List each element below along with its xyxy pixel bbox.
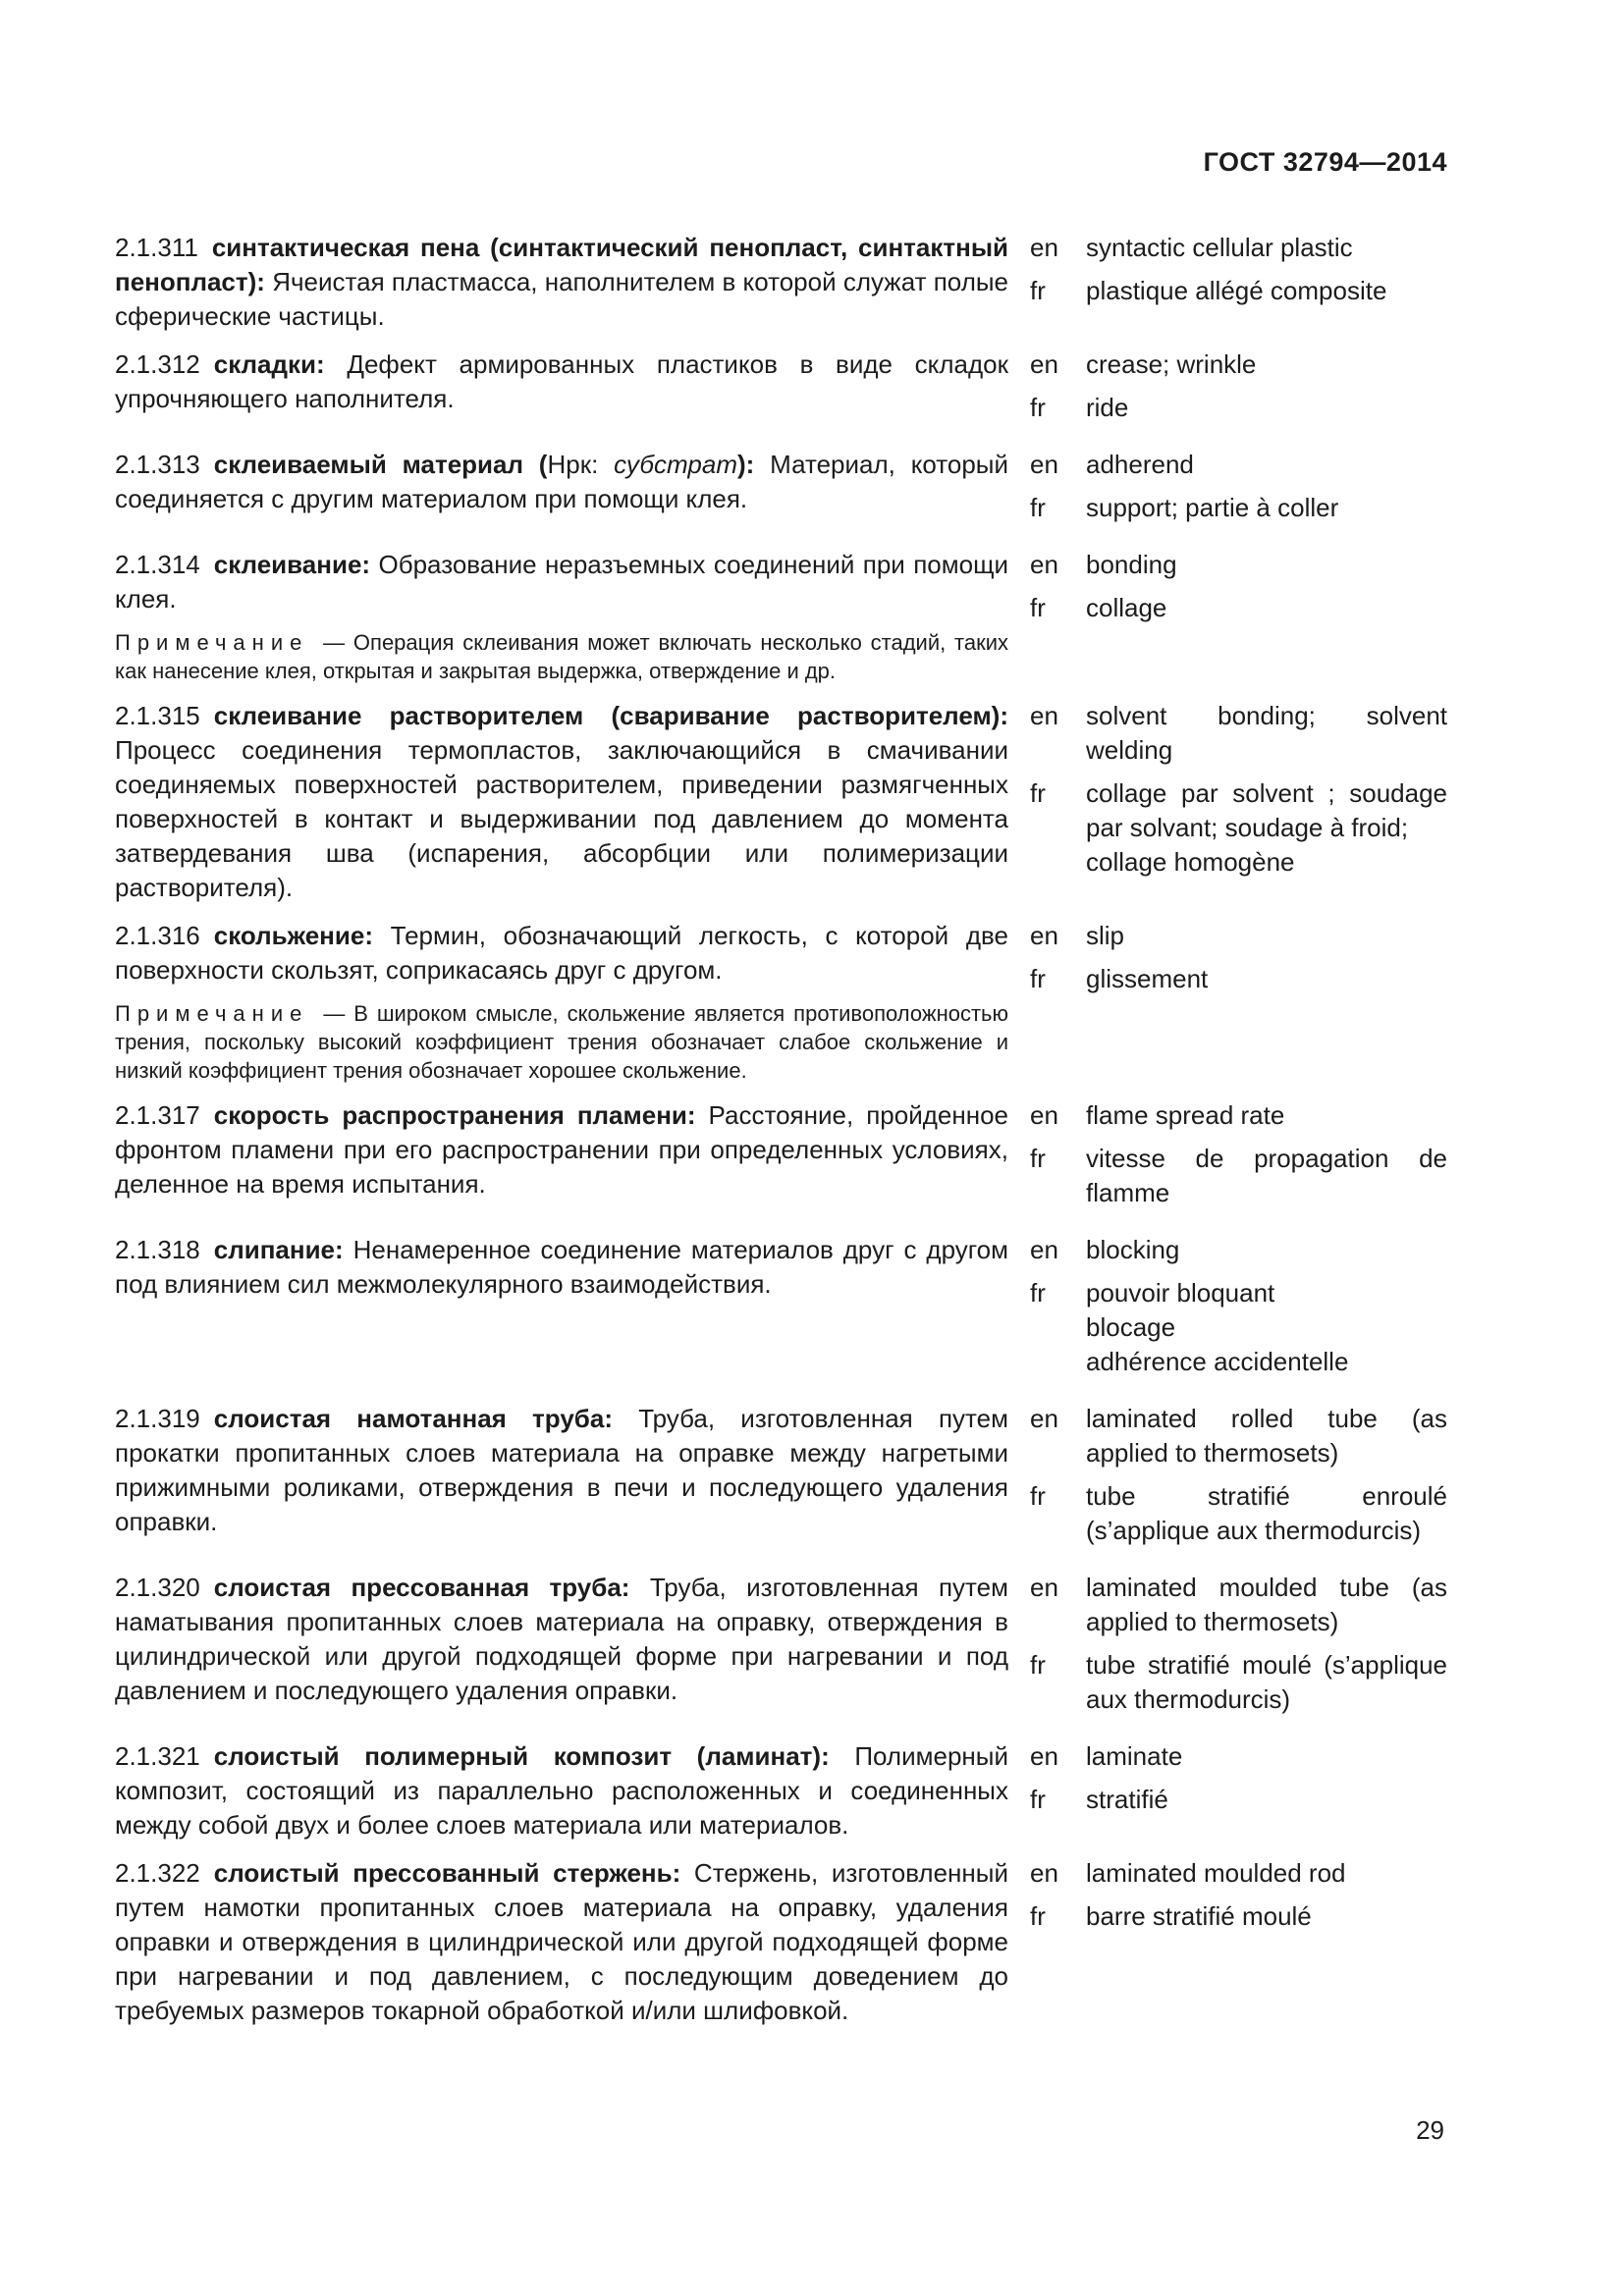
lang-label-fr: fr [1030, 778, 1046, 808]
term-entry [115, 347, 1447, 434]
entry-equivalents [1030, 1739, 1447, 1842]
term-entry [115, 919, 1447, 1085]
entry-equivalents [1030, 231, 1447, 334]
term-fr [1030, 491, 1447, 525]
term-en [1030, 1233, 1447, 1267]
entry-term-note: Нрк: [547, 450, 615, 479]
entry-equivalents [1030, 1233, 1447, 1388]
entry-equivalents [1030, 699, 1447, 905]
entry-definition: Ячеистая пластмасса, наполнителем в которой служат полые сферические частицы. [115, 267, 1009, 331]
entry-definition: Расстояние, пройденное фронтом пламени при его распространении при определенных условиях, деленное на время испытания. [115, 1100, 1008, 1199]
entry-definition-ru [115, 699, 1008, 905]
term-fr-line: blocage [1086, 1312, 1176, 1342]
entry-definition-ru [115, 347, 1008, 434]
lang-label-en: en [1030, 349, 1058, 379]
term-fr-value: glissement [1086, 964, 1209, 993]
term-fr [1030, 962, 1447, 996]
entry-term: слоистый прессованный стержень: [213, 1858, 681, 1888]
entry-term-deprecated: субстрат [614, 450, 737, 479]
entry-definition: Термин, обозначающий легкость, с которой две поверхности скользят, соприкасаясь друг с другом. [115, 921, 1008, 985]
term-entry [115, 1098, 1447, 1219]
term-en-value: laminated moulded tube (as applied to thermosets) [1086, 1573, 1447, 1636]
entry-definition-ru [115, 1233, 1008, 1388]
term-fr-value: ride [1086, 393, 1129, 422]
term-en [1030, 919, 1447, 953]
term-entry [115, 548, 1447, 685]
entry-definition-ru [115, 1098, 1008, 1219]
note-text: — Операция склеивания может включать несколько стадий, таких как нанесение клея, открытая и закрытая выдержка, отверждение и др. [115, 630, 1008, 683]
entry-definition: Стержень, изготовленный путем намотки пропитанных слоев материала на оправку, удаления оправки и отверждения в цилиндрической или другой подходящей форме при нагревании и под давлением, с последующим доведением до требуемых размеров токарной обработкой и/или шлифовкой. [115, 1858, 1008, 2025]
entry-equivalents [1030, 919, 1447, 1085]
term-fr-line: collage par solvent ; soudage par solvant; soudage à froid; [1086, 778, 1447, 842]
term-en-value: laminate [1086, 1741, 1183, 1771]
note-label: Примечание [115, 1001, 309, 1026]
term-fr [1030, 391, 1447, 425]
term-fr [1030, 591, 1447, 625]
term-en [1030, 1856, 1447, 1891]
lang-label-fr: fr [1030, 493, 1046, 522]
entry-definition-ru [115, 1402, 1008, 1557]
term-entry [115, 1571, 1447, 1726]
term-en [1030, 548, 1447, 582]
entry-term: складки: [213, 349, 325, 379]
term-fr [1030, 1142, 1447, 1210]
entry-number: 2.1.313 [115, 450, 200, 479]
lang-label-en: en [1030, 701, 1058, 730]
entry-note [115, 628, 1008, 685]
entry-definition: Образование неразъемных соединений при помощи клея. [115, 550, 1008, 614]
entry-equivalents [1030, 1402, 1447, 1557]
term-en [1030, 699, 1447, 768]
term-fr-line: collage homogène [1086, 847, 1295, 877]
entry-term: склеивание растворителем (сваривание растворителем): [213, 701, 1008, 730]
entry-definition: Ненамеренное соединение материалов друг с другом под влиянием сил межмолекулярного взаимодействия. [115, 1235, 1008, 1299]
entry-number: 2.1.314 [115, 550, 200, 579]
entry-definition-ru [115, 1571, 1008, 1726]
entry-definition: Процесс соединения термопластов, заключающийся в смачивании соединяемых поверхностей растворителем, приведении размягченных поверхностей в контакт и выдерживании под давлением до момента затвердевания шва (испарения, абсорбции или полимеризации растворителя). [115, 735, 1008, 902]
term-en [1030, 1402, 1447, 1470]
term-en [1030, 1571, 1447, 1639]
note-text: — В широком смысле, скольжение является противоположностью трения, поскольку высокий коэффициент трения обозначает слабое скольжение и низкий коэффициент трения обозначает хорошее скольжение. [115, 1001, 1008, 1083]
term-en-value: bonding [1086, 550, 1177, 579]
entry-term: склеивание: [213, 550, 371, 579]
lang-label-fr: fr [1030, 1144, 1046, 1173]
term-en-value: syntactic cellular plastic [1086, 233, 1353, 262]
entry-definition-ru [115, 448, 1008, 534]
entry-definition-ru [115, 1739, 1008, 1842]
lang-label-en: en [1030, 1235, 1058, 1264]
term-en-value: flame spread rate [1086, 1100, 1285, 1130]
term-entry [115, 1739, 1447, 1842]
term-fr-value: support; partie à coller [1086, 493, 1339, 522]
entry-definition-ru [115, 1856, 1008, 2028]
entry-definition: Полимерный композит, состоящий из параллельно расположенных и соединенных между собой двух и более слоев материала или материалов. [115, 1741, 1008, 1840]
term-fr-value [1086, 1276, 1447, 1379]
entry-number: 2.1.316 [115, 921, 200, 950]
entry-definition-ru [115, 919, 1008, 1085]
lang-label-en: en [1030, 1100, 1058, 1130]
lang-label-fr: fr [1030, 593, 1046, 622]
entry-number: 2.1.321 [115, 1741, 200, 1771]
entry-definition-ru [115, 231, 1008, 334]
lang-label-en: en [1030, 1858, 1058, 1888]
term-entry [115, 699, 1447, 905]
term-entry [115, 448, 1447, 534]
lang-label-en: en [1030, 1404, 1058, 1433]
term-fr [1030, 1276, 1447, 1379]
term-fr [1030, 274, 1447, 308]
page-number: 29 [1416, 2115, 1444, 2145]
entry-term: синтактическая пена (синтактический пенопласт, синтактный пенопласт): [115, 233, 1008, 296]
entry-term: скорость распространения пламени: [213, 1100, 696, 1130]
entry-term: слоистая прессованная труба: [213, 1573, 630, 1602]
term-fr [1030, 1783, 1447, 1817]
entry-term: скольжение: [213, 921, 373, 950]
term-fr [1030, 1479, 1447, 1548]
term-en-value: blocking [1086, 1235, 1180, 1264]
lang-label-en: en [1030, 450, 1058, 479]
lang-label-en: en [1030, 233, 1058, 262]
lang-label-en: en [1030, 1573, 1058, 1602]
term-fr-line: pouvoir bloquant [1086, 1278, 1275, 1308]
entry-term: слипание: [213, 1235, 344, 1264]
term-fr [1030, 776, 1447, 880]
entry-equivalents [1030, 1098, 1447, 1219]
term-entry [115, 1233, 1447, 1388]
term-entries [115, 231, 1447, 2042]
entry-equivalents [1030, 1571, 1447, 1726]
entry-definition: Труба, изготовленная путем прокатки пропитанных слоев материала на оправке между нагретыми прижимными роликами, отверждения в печи и последующего удаления оправки. [115, 1404, 1008, 1536]
term-entry [115, 231, 1447, 334]
term-en [1030, 1739, 1447, 1774]
entry-equivalents [1030, 448, 1447, 534]
lang-label-en: en [1030, 1741, 1058, 1771]
entry-equivalents [1030, 548, 1447, 685]
term-en-value: laminated rolled tube (as applied to thermosets) [1086, 1404, 1447, 1468]
term-fr-value: tube stratifié enroulé (s’applique aux thermodurcis) [1086, 1481, 1447, 1545]
lang-label-fr: fr [1030, 393, 1046, 422]
term-fr-value: collage [1086, 593, 1167, 622]
term-fr-value: stratifié [1086, 1785, 1168, 1814]
term-en-value: solvent bonding; solvent welding [1086, 701, 1447, 765]
document-header: ГОСТ 32794—2014 [1203, 147, 1447, 177]
entry-number: 2.1.319 [115, 1404, 200, 1433]
term-entry [115, 1856, 1447, 2028]
term-fr [1030, 1899, 1447, 1934]
term-en [1030, 347, 1447, 382]
entry-equivalents [1030, 347, 1447, 434]
term-en-value: laminated moulded rod [1086, 1858, 1346, 1888]
term-fr-value [1086, 776, 1447, 880]
term-en [1030, 231, 1447, 265]
entry-number: 2.1.311 [115, 233, 198, 262]
term-en [1030, 448, 1447, 482]
term-en-value: slip [1086, 921, 1125, 950]
term-entry [115, 1402, 1447, 1557]
lang-label-en: en [1030, 550, 1058, 579]
term-fr-value: tube stratifié moulé (s’applique aux thermodurcis) [1086, 1650, 1447, 1714]
entry-number: 2.1.318 [115, 1235, 200, 1264]
entry-number: 2.1.312 [115, 349, 200, 379]
lang-label-fr: fr [1030, 1785, 1046, 1814]
entry-definition: Дефект армированных пластиков в виде складок упрочняющего наполнителя. [115, 349, 1008, 413]
entry-note [115, 999, 1008, 1085]
term-en-value: crease; wrinkle [1086, 349, 1257, 379]
term-fr-value: plastique allégé composite [1086, 276, 1387, 305]
lang-label-fr: fr [1030, 964, 1046, 993]
entry-definition: Труба, изготовленная путем наматывания пропитанных слоев материала на оправку, отверждения в цилиндрической или другой подходящей форме при нагревании и под давлением и последующего удаления оправки. [115, 1573, 1009, 1705]
entry-term: слоистая намотанная труба: [213, 1404, 613, 1433]
entry-number: 2.1.322 [115, 1858, 200, 1888]
entry-term: склеиваемый материал ( [213, 450, 548, 479]
lang-label-fr: fr [1030, 1650, 1046, 1680]
lang-label-fr: fr [1030, 276, 1046, 305]
term-en [1030, 1098, 1447, 1133]
entry-term: слоистый полимерный композит (ламинат): [213, 1741, 830, 1771]
entry-number: 2.1.317 [115, 1100, 200, 1130]
entry-definition-ru [115, 548, 1008, 685]
note-label: Примечание [115, 630, 309, 655]
entry-number: 2.1.315 [115, 701, 200, 730]
lang-label-en: en [1030, 921, 1058, 950]
entry-equivalents [1030, 1856, 1447, 2028]
entry-definition: Материал, который соединяется с другим материалом при помощи клея. [115, 450, 1008, 513]
lang-label-fr: fr [1030, 1481, 1046, 1511]
term-fr [1030, 1648, 1447, 1717]
entry-number: 2.1.320 [115, 1573, 200, 1602]
term-fr-value: vitesse de propagation de flamme [1086, 1144, 1447, 1207]
term-fr-line: adhérence accidentelle [1086, 1347, 1349, 1376]
term-en-value: adherend [1086, 450, 1194, 479]
lang-label-fr: fr [1030, 1901, 1046, 1931]
lang-label-fr: fr [1030, 1278, 1046, 1308]
entry-term-end: ): [736, 450, 755, 479]
term-fr-value: barre stratifié moulé [1086, 1901, 1312, 1931]
